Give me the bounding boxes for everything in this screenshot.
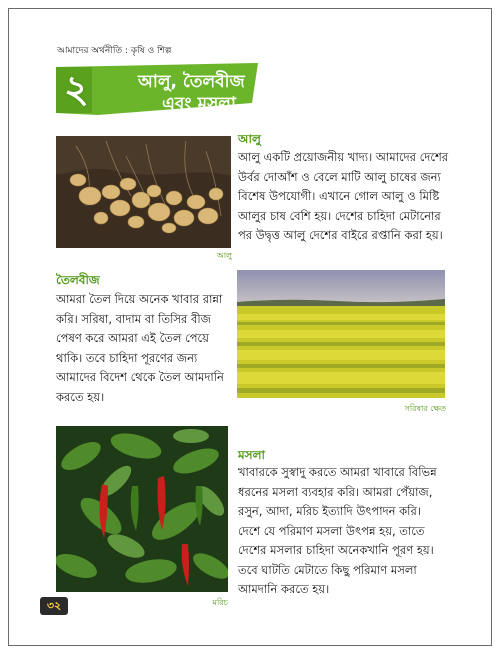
text-line: উর্বর দোআঁশ ও বেলে মাটি আলু চাষের জন্য — [238, 169, 441, 184]
text-line: দেশে যে পরিমাণ মসলা উৎপন্ন হয়, তাতে — [238, 523, 425, 538]
spices-text — [238, 463, 460, 600]
running-header: আমাদের অর্থনীতি : কৃষি ও শিল্প — [57, 46, 172, 56]
potato-text — [238, 148, 458, 246]
text-line: পেষণ করে আমরা এই তৈল পেয়ে — [56, 331, 209, 345]
page-number: ৩২ — [46, 598, 62, 612]
text-line: আমরা তৈল দিয়ে অনেক খাবার রান্না — [56, 292, 223, 306]
text-line: আলু একটি প্রয়োজনীয় খাদ্য। আমাদের দেশের — [238, 150, 449, 164]
chili-caption: মরিচ — [212, 598, 228, 607]
text-line: আমদানি করতে হয়। — [238, 582, 330, 596]
potato-caption: আলু — [216, 251, 232, 260]
chapter-banner — [52, 63, 264, 115]
text-line: খাবারকে সুস্বাদু করতে আমরা খাবারে বিভিন্ন — [238, 465, 437, 479]
chapter-title-line1: আলু, তৈলবীজ — [138, 72, 245, 92]
text-line: বিশেষ উপযোগী। এখানে গোল আলু ও মিষ্টি — [238, 189, 440, 203]
text-line: আমাদের বিদেশ থেকে তৈল আমদানি — [56, 370, 224, 384]
chapter-number: ২ — [64, 67, 89, 111]
page-number-badge — [40, 597, 68, 615]
spices-heading: মসলা — [238, 448, 266, 462]
text-line: করতে হয়। — [56, 389, 105, 404]
text-line: করি। সরিষা, বাদাম বা তিসির বীজ — [56, 311, 211, 326]
text-line: ধরনের মসলা ব্যবহার করি। আমরা পেঁয়াজ, — [238, 484, 433, 499]
potato-photo — [56, 136, 231, 248]
text-line: তবে ঘাটতি মেটাতে কিছু পরিমাণ মসলা — [238, 562, 417, 577]
chapter-title-line2: এবং মসলা — [162, 94, 236, 114]
oilseed-heading: তৈলবীজ — [56, 273, 100, 287]
chili-photo — [56, 426, 228, 592]
potato-heading: আলু — [238, 132, 261, 146]
text-line: দেশের মসলার চাহিদা অনেকখানি পূরণ হয়। — [238, 543, 434, 557]
mustard-field-photo — [237, 270, 445, 398]
text-line: থাকি। তবে চাহিদা পূরণের জন্য — [56, 350, 198, 365]
text-line: পর উদ্বৃত্ত আলু দেশের বাইরে রপ্তানি করা হয়। — [238, 228, 443, 242]
text-line: রসুন, আদা, মরিচ ইত্যাদি উৎপাদন করি। — [238, 504, 421, 518]
text-line: আলুর চাষ বেশি হয়। দেশের চাহিদা মেটানোর — [238, 208, 441, 223]
oilseed-text — [56, 290, 234, 407]
mustard-caption: সরিষার ক্ষেত — [404, 404, 446, 413]
